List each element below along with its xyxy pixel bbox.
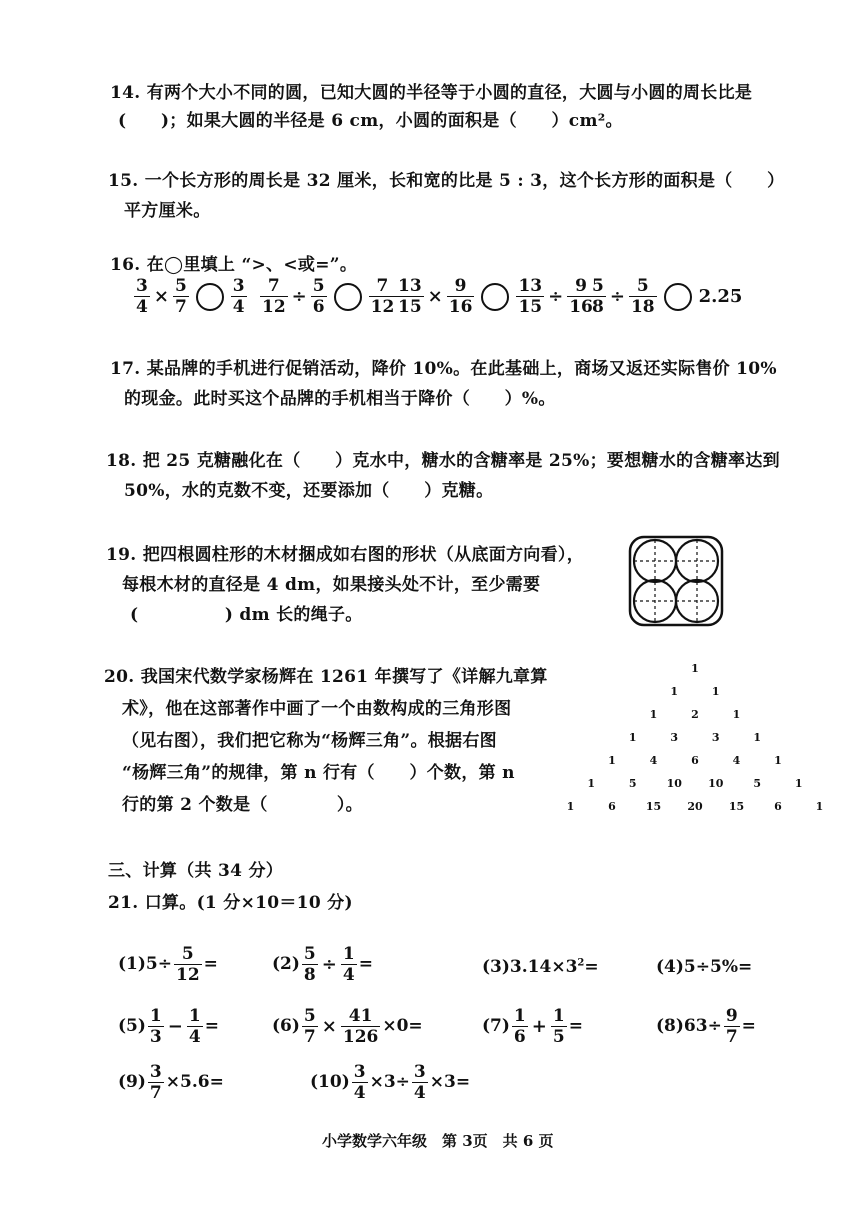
q19-line1: 19. 把四根圆柱形的木材捆成如右图的形状（从底面方向看）， <box>106 545 584 565</box>
compare-circle[interactable] <box>196 283 224 311</box>
triangle-number: 2 <box>691 708 699 721</box>
q16-item-2: $\frac{7}{12}$ ÷ $\frac{5}{6}$ $\frac{7}{12}$ <box>262 276 395 317</box>
triangle-number: 10 <box>666 777 682 790</box>
calc-item-4: (4)5÷5%= <box>656 957 753 977</box>
calc-item-8: (8)63÷ $\frac{9}{7}$ = <box>656 1006 756 1047</box>
calc-item-5: (5) $\frac{1}{3}$ − $\frac{1}{4}$ = <box>118 1006 219 1047</box>
triangle-number: 4 <box>732 754 741 767</box>
triangle-number: 15 <box>728 800 745 813</box>
logs-bundle-diagram <box>628 535 724 627</box>
q15-line1: 15. 一个长方形的周长是 32 厘米，长和宽的比是 5 : 3，这个长方形的面积是（ ） <box>108 171 785 191</box>
q14-line1: 14. 有两个大小不同的圆，已知大圆的半径等于小圆的直径，大圆与小圆的周长比是 <box>110 83 753 103</box>
triangle-number: 15 <box>645 800 662 813</box>
calc-item-3: $(3)3.14\times 3^2=$ <box>482 957 599 977</box>
q18-line1: 18. 把 25 克糖融化在（ ）克水中，糖水的含糖率是 25%；要想糖水的含糖率达到 <box>106 451 780 471</box>
q18-line2: 50%，水的克数不变，还要添加（ ）克糖。 <box>124 481 494 501</box>
triangle-number: 5 <box>753 777 762 790</box>
triangle-number: 1 <box>628 731 637 744</box>
triangle-number: 1 <box>587 777 596 790</box>
q16-item-3: $\frac{13}{15}$ × $\frac{9}{16}$ $\frac{13}{15}$ ÷ $\frac{9}{16}$ <box>398 276 593 317</box>
q20-line5: 行的第 2 个数是（ ）。 <box>122 795 363 815</box>
q19-line3: ( ) dm 长的绳子。 <box>130 605 363 625</box>
triangle-number: 1 <box>774 754 782 767</box>
q20-line2: 术》，他在这部著作中画了一个由数构成的三角形图 <box>122 699 512 719</box>
q20-line3: （见右图），我们把它称为“杨辉三角”。根据右图 <box>122 731 497 751</box>
triangle-number: 1 <box>608 754 616 767</box>
calc-item-9: (9) $\frac{3}{7}$ ×5.6= <box>118 1062 224 1103</box>
triangle-number: 1 <box>649 708 658 721</box>
triangle-number: 3 <box>711 731 720 744</box>
triangle-number: 3 <box>670 731 679 744</box>
triangle-number: 1 <box>670 685 679 698</box>
q14-line2: ( )；如果大圆的半径是 6 cm，小圆的面积是（ ）cm²。 <box>118 111 623 131</box>
triangle-number: 1 <box>691 662 699 675</box>
calc-item-6: (6) $\frac{5}{7}$ × $\frac{41}{126}$ ×0= <box>272 1006 423 1047</box>
q19-line2: 每根木材的直径是 4 dm，如果接头处不计，至少需要 <box>122 575 541 595</box>
section-heading: 三、计算（共 34 分） <box>108 861 284 881</box>
triangle-number: 1 <box>794 777 803 790</box>
triangle-number: 5 <box>628 777 637 790</box>
q21-title: 21. 口算。(1 分×10＝10 分) <box>108 893 353 913</box>
q20-line4: “杨辉三角”的规律，第 n 行有（ ）个数，第 n <box>122 763 515 783</box>
fraction: $\frac{5}{7}$ <box>174 276 187 317</box>
q16-item-4: $\frac{5}{8}$ ÷ $\frac{5}{18}$ 2.25 <box>592 276 743 317</box>
triangle-number: 1 <box>566 800 575 813</box>
triangle-number: 1 <box>732 708 741 721</box>
calc-item-7: (7) $\frac{1}{6}$ + $\frac{1}{5}$ = <box>482 1006 583 1047</box>
q16-title: 16. 在◯里填上 “>、<或=”。 <box>110 255 358 275</box>
triangle-number: 6 <box>691 754 699 767</box>
calc-item-2: (2) $\frac{5}{8}$ ÷ $\frac{1}{4}$ = <box>272 944 373 985</box>
triangle-number: 6 <box>608 800 616 813</box>
triangle-number: 4 <box>649 754 658 767</box>
q17-line2: 的现金。此时买这个品牌的手机相当于降价（ ）%。 <box>124 389 556 409</box>
triangle-number: 6 <box>774 800 782 813</box>
compare-circle[interactable] <box>334 283 362 311</box>
fraction: $\frac{3}{4}$ <box>136 276 148 317</box>
triangle-number: 10 <box>708 777 724 790</box>
calc-item-1: (1)5÷ $\frac{5}{12}$ = <box>118 944 218 985</box>
compare-circle[interactable] <box>481 283 509 311</box>
q15-line2: 平方厘米。 <box>124 201 211 221</box>
q20-line1: 20. 我国宋代数学家杨辉在 1261 年撰写了《详解九章算 <box>104 667 548 687</box>
fraction: $\frac{3}{4}$ <box>232 276 245 317</box>
triangle-number: 1 <box>711 685 720 698</box>
calc-item-10: (10) $\frac{3}{4}$ ×3÷ $\frac{3}{4}$ ×3= <box>310 1062 471 1103</box>
yanghui-triangle <box>566 662 830 813</box>
triangle-number: 1 <box>815 800 824 813</box>
triangle-number: 1 <box>753 731 762 744</box>
triangle-number: 20 <box>687 800 703 813</box>
page-footer: 小学数学六年级 第 3页 共 6 页 <box>322 1132 554 1150</box>
q17-line1: 17. 某品牌的手机进行促销活动，降价 10%。在此基础上，商场又返还实际售价 10% <box>110 359 777 379</box>
q16-item-1: $\frac{3}{4}$ × $\frac{5}{7}$ $\frac{3}{4}$ <box>136 276 245 317</box>
compare-circle[interactable] <box>664 283 692 311</box>
